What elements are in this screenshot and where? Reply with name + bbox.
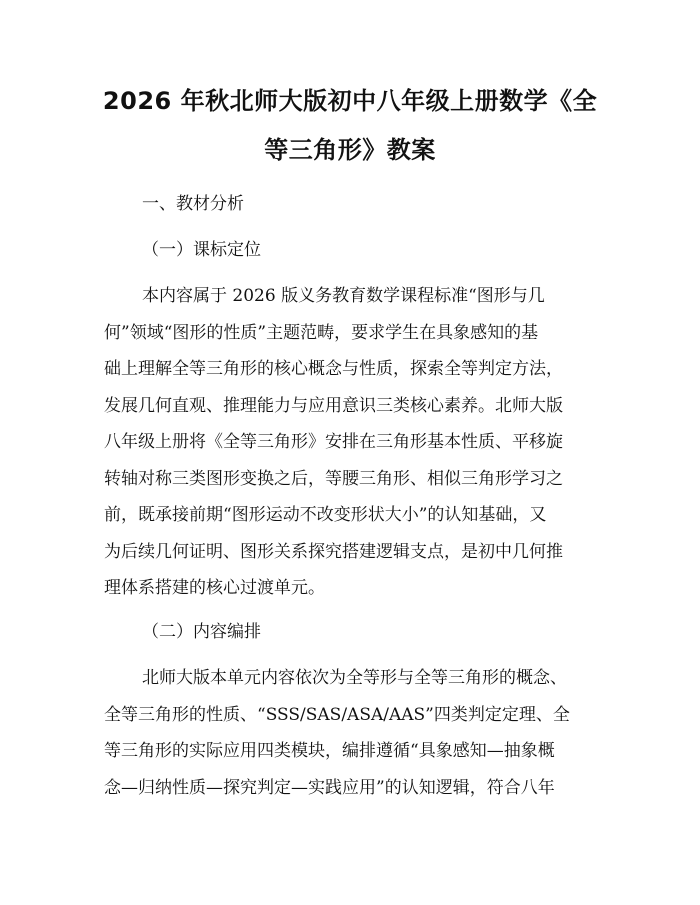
subsection-heading-content-arrangement: （二）内容编排 xyxy=(142,622,261,642)
subsection-heading-curriculum-positioning: （一）课标定位 xyxy=(142,240,261,260)
paragraph-line: 转轴对称三类图形变换之后，等腰三角形、相似三角形学习之 xyxy=(104,469,563,489)
paragraph-line: 何”领域“图形的性质”主题范畴，要求学生在具象感知的基 xyxy=(104,323,539,343)
paragraph-line: 本内容属于 2026 版义务教育数学课程标准“图形与几 xyxy=(142,286,545,306)
paragraph-line: 全等三角形的性质、“SSS/SAS/ASA/AAS”四类判定定理、全 xyxy=(104,705,570,725)
document-title-line-1: 2026 年秋北师大版初中八年级上册数学《全 xyxy=(102,87,598,115)
paragraph-line: 发展几何直观、推理能力与应用意识三类核心素养。北师大版 xyxy=(104,396,563,416)
paragraph-line: 理体系搭建的核心过渡单元。 xyxy=(104,578,325,598)
paragraph-line: 础上理解全等三角形的核心概念与性质，探索全等判定方法， xyxy=(104,359,563,379)
paragraph-line: 北师大版本单元内容依次为全等形与全等三角形的概念、 xyxy=(142,668,567,688)
document-title-line-2: 等三角形》教案 xyxy=(264,136,436,164)
section-heading-textbook-analysis: 一、教材分析 xyxy=(142,194,244,214)
paragraph-line: 等三角形的实际应用四类模块，编排遵循“具象感知—抽象概 xyxy=(104,741,555,761)
paragraph-line: 念—归纳性质—探究判定—实践应用”的认知逻辑，符合八年 xyxy=(104,778,555,798)
paragraph-line: 前，既承接前期“图形运动不改变形状大小”的认知基础，又 xyxy=(104,505,547,525)
paragraph-line: 为后续几何证明、图形关系探究搭建逻辑支点，是初中几何推 xyxy=(104,542,563,562)
paragraph-line: 八年级上册将《全等三角形》安排在三角形基本性质、平移旋 xyxy=(104,432,563,452)
